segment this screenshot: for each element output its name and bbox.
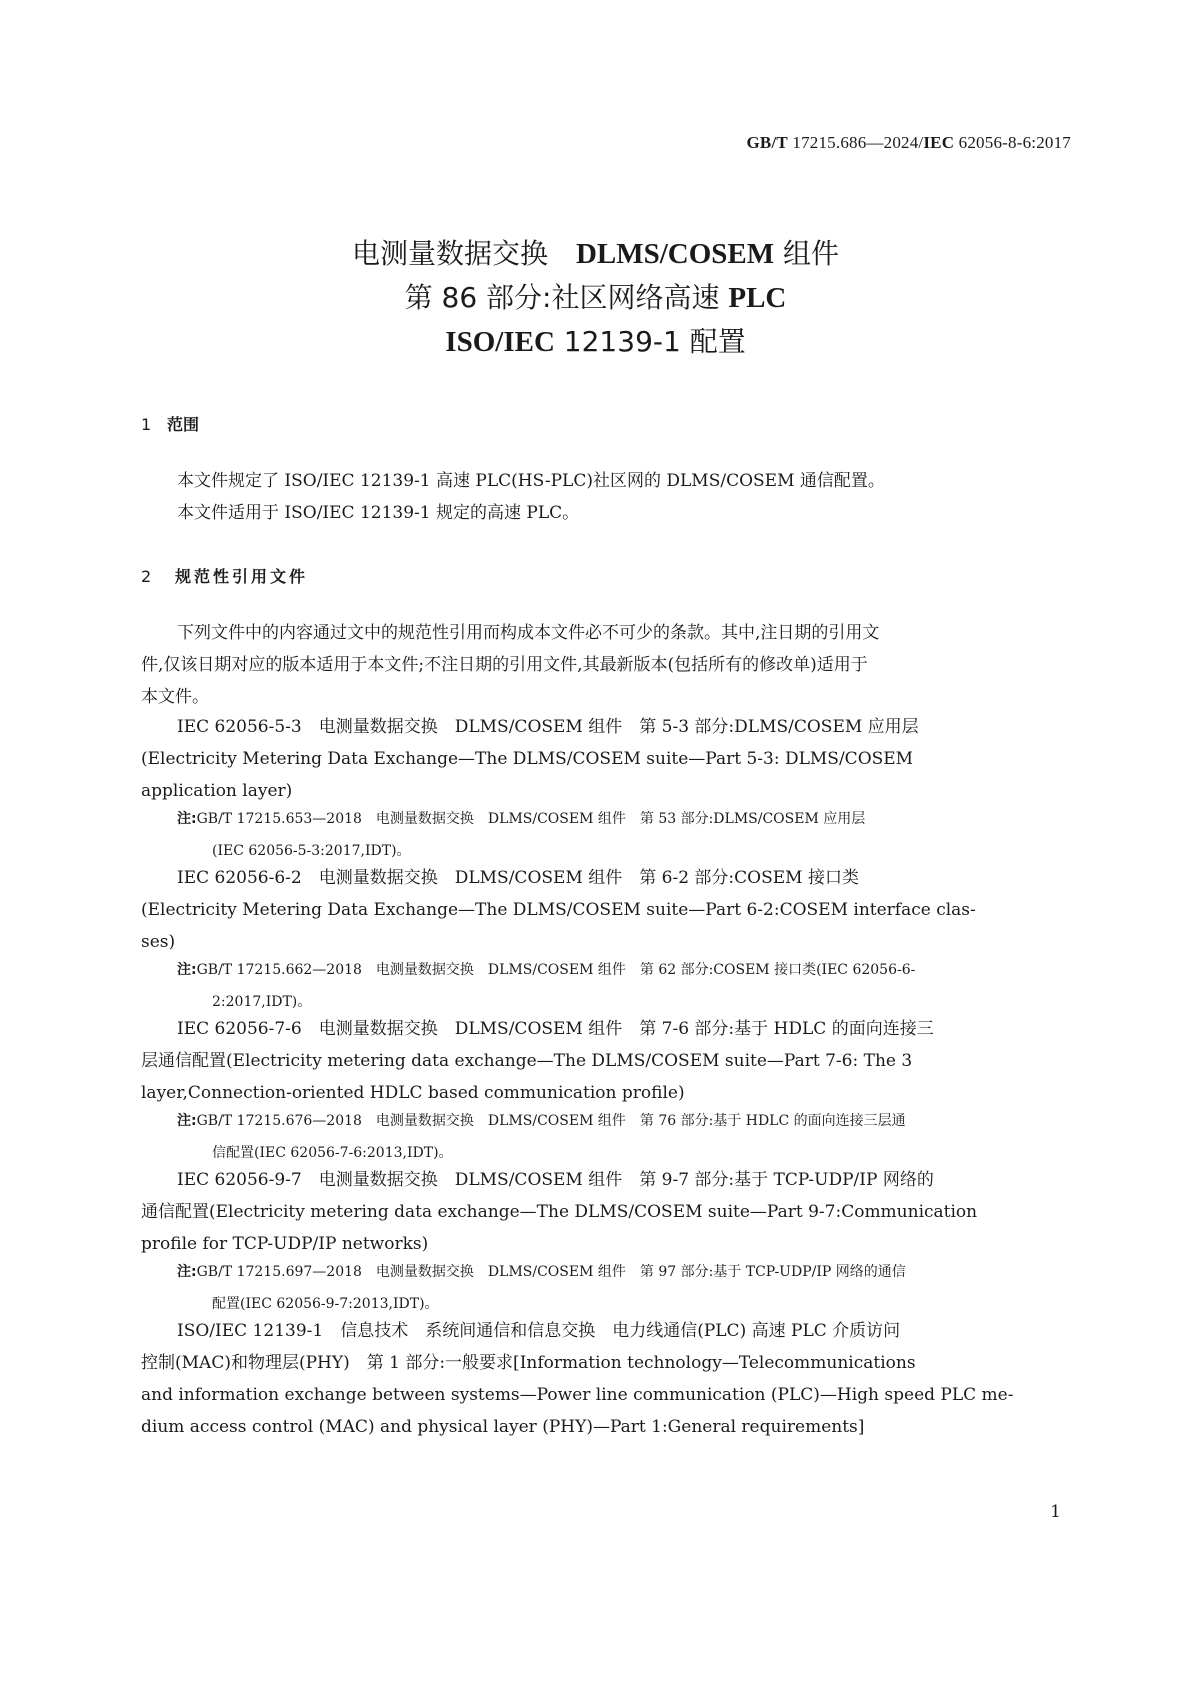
title-cn: 电测量数据交换 — [351, 237, 576, 270]
section-2-heading — [141, 564, 308, 587]
section-number: 2 — [141, 567, 152, 586]
text-line: (Electricity Metering Data Exchange—The DLMS/COSEM suite—Part 5-3: DLMS/COSEM — [141, 749, 914, 769]
text-line: ses) — [141, 932, 176, 952]
reference-iec-62056-7-6 — [141, 1013, 1057, 1109]
reference-iso-iec-12139-1 — [141, 1315, 1057, 1443]
iec-number: 62056-8-6:2017 — [954, 133, 1071, 152]
text-line: dium access control (MAC) and physical layer (PHY)—Part 1:General requirements] — [141, 1417, 865, 1437]
paragraph-text: 本文件适用于 ISO/IEC 12139-1 规定的高速 PLC。 — [177, 503, 580, 523]
title-line-2 — [0, 276, 1191, 320]
text-line — [141, 617, 1057, 649]
line-text: IEC 62056-7-6 电测量数据交换 DLMS/COSEM 组件 第 7-6 部分:基于 HDLC 的面向连接三 — [177, 1019, 934, 1039]
text-line: 本文件。 — [141, 687, 209, 707]
text-line — [141, 711, 1057, 743]
note-line: 配置(IEC 62056-9-7:2013,IDT)。 — [212, 1296, 439, 1312]
note-label: 注: — [177, 811, 197, 827]
title-cn: 组件 — [774, 237, 840, 270]
title-lat: ISO/IEC — [445, 326, 555, 358]
paragraph-text: 本文件规定了 ISO/IEC 12139-1 高速 PLC(HS-PLC)社区网的 DLMS/COSEM 通信配置。 — [177, 471, 885, 491]
text-line: 通信配置(Electricity metering data exchange—The DLMS/COSEM suite—Part 9-7:Communication — [141, 1202, 978, 1222]
line-text: IEC 62056-6-2 电测量数据交换 DLMS/COSEM 组件 第 6-2 部分:COSEM 接口类 — [177, 868, 859, 888]
title-line-3 — [0, 320, 1191, 364]
scope-paragraph-1 — [141, 465, 1057, 497]
text-line — [141, 1013, 1057, 1045]
note-line — [177, 803, 1057, 835]
note-text: GB/T 17215.662—2018 电测量数据交换 DLMS/COSEM 组件 第 62 部分:COSEM 接口类(IEC 62056-6- — [196, 962, 916, 978]
reference-iec-62056-6-2 — [141, 862, 1057, 958]
title-lat: DLMS/COSEM — [575, 238, 775, 270]
note-label: 注: — [177, 1113, 197, 1129]
note-text: GB/T 17215.653—2018 电测量数据交换 DLMS/COSEM 组件 第 53 部分:DLMS/COSEM 应用层 — [196, 811, 866, 827]
section-title: 范围 — [167, 415, 200, 434]
std-prefix: GB/T — [746, 133, 788, 152]
title-line-1 — [0, 232, 1191, 276]
note-line — [177, 1256, 1057, 1288]
note-label: 注: — [177, 1264, 197, 1280]
document-title — [0, 232, 1191, 364]
title-cn: 12139-1 配置 — [554, 325, 746, 358]
line-text: IEC 62056-5-3 电测量数据交换 DLMS/COSEM 组件 第 5-3 部分:DLMS/COSEM 应用层 — [177, 717, 919, 737]
text-line: layer,Connection-oriented HDLC based communication profile) — [141, 1083, 685, 1103]
text-line: profile for TCP-UDP/IP networks) — [141, 1234, 429, 1254]
text-line: application layer) — [141, 781, 293, 801]
text-line — [141, 862, 1057, 894]
note-text: GB/T 17215.676—2018 电测量数据交换 DLMS/COSEM 组件 第 76 部分:基于 HDLC 的面向连接三层通 — [196, 1113, 906, 1129]
page-number: 1 — [1050, 1502, 1061, 1522]
note-line: 信配置(IEC 62056-7-6:2013,IDT)。 — [212, 1145, 453, 1161]
text-line: (Electricity Metering Data Exchange—The DLMS/COSEM suite—Part 6-2:COSEM interface clas- — [141, 900, 976, 920]
standard-code — [746, 133, 1071, 153]
text-line: 层通信配置(Electricity metering data exchange—The DLMS/COSEM suite—Part 7-6: The 3 — [141, 1051, 913, 1071]
title-cn: 第 86 部分:社区网络高速 — [404, 281, 729, 314]
note-line — [177, 954, 1057, 986]
reference-note-3 — [177, 1105, 1057, 1169]
section-title: 规范性引用文件 — [175, 567, 309, 586]
section-1-heading — [141, 412, 199, 435]
note-label: 注: — [177, 962, 197, 978]
text-line — [141, 1315, 1057, 1347]
references-intro — [141, 617, 1057, 713]
note-line: 2:2017,IDT)。 — [212, 994, 312, 1010]
reference-iec-62056-9-7 — [141, 1164, 1057, 1260]
line-text: ISO/IEC 12139-1 信息技术 系统间通信和信息交换 电力线通信(PLC) 高速 PLC 介质访问 — [177, 1321, 901, 1341]
scope-paragraph-2 — [141, 497, 1057, 529]
iec-prefix: IEC — [923, 133, 955, 152]
std-number: 17215.686—2024/ — [787, 133, 924, 152]
text-line: and information exchange between systems—Power line communication (PLC)—High speed PLC me- — [141, 1385, 1014, 1405]
reference-note-2 — [177, 954, 1057, 1018]
note-text: GB/T 17215.697—2018 电测量数据交换 DLMS/COSEM 组件 第 97 部分:基于 TCP-UDP/IP 网络的通信 — [196, 1264, 906, 1280]
note-line — [177, 1105, 1057, 1137]
text-line: 件,仅该日期对应的版本适用于本文件;不注日期的引用文件,其最新版本(包括所有的修改单)适用于 — [141, 655, 868, 675]
text-line — [141, 1164, 1057, 1196]
text-line: 控制(MAC)和物理层(PHY) 第 1 部分:一般要求[Information technology—Telecommunications — [141, 1353, 916, 1373]
reference-note-1 — [177, 803, 1057, 867]
reference-note-4 — [177, 1256, 1057, 1320]
reference-iec-62056-5-3 — [141, 711, 1057, 807]
section-number: 1 — [141, 415, 152, 434]
line-text: IEC 62056-9-7 电测量数据交换 DLMS/COSEM 组件 第 9-7 部分:基于 TCP-UDP/IP 网络的 — [177, 1170, 934, 1190]
title-lat: PLC — [728, 282, 787, 314]
line-text: 下列文件中的内容通过文中的规范性引用而构成本文件必不可少的条款。其中,注日期的引用文 — [177, 623, 880, 643]
note-line: (IEC 62056-5-3:2017,IDT)。 — [212, 843, 411, 859]
